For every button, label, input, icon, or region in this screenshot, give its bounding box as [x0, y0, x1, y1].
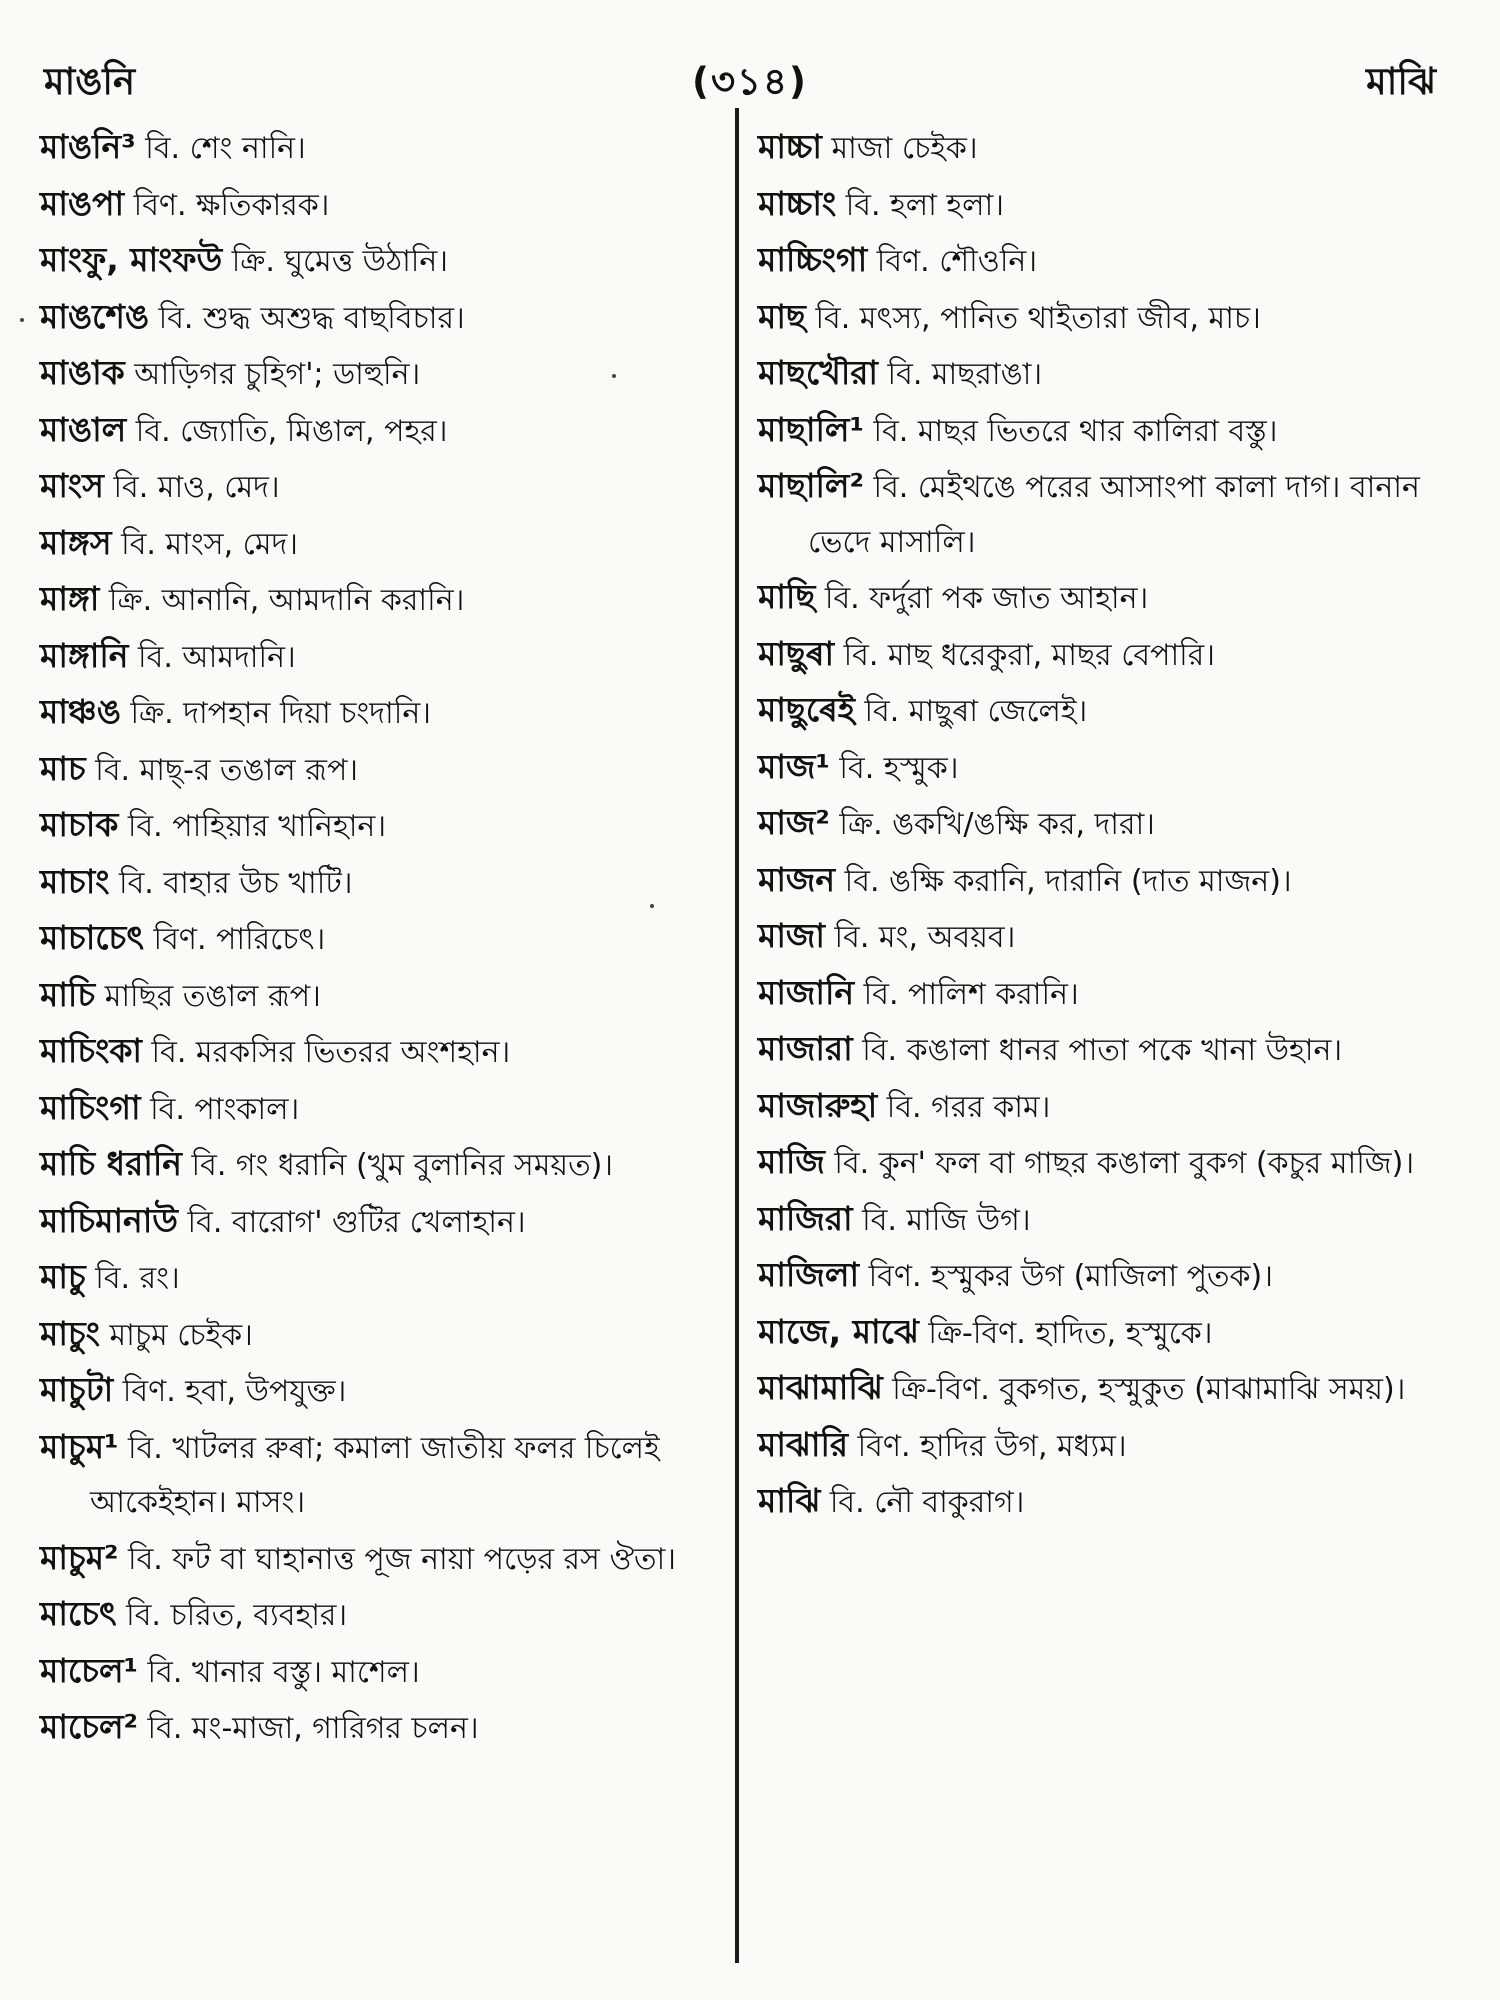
- entry-headword: মাজারুহা: [758, 1085, 878, 1125]
- entry-headword: মাচিংকা: [40, 1031, 143, 1070]
- entry-headword: মাজি: [758, 1142, 825, 1181]
- entry-headword: মাঙ্গা: [40, 579, 100, 618]
- entry-definition: ক্রি. আনানি, আমদানি করানি।: [99, 583, 465, 618]
- entry-definition: বি. মাছর ভিতরে থার কালিরা বস্তু।: [863, 413, 1278, 449]
- right-column: [758, 120, 1458, 1531]
- dictionary-entry: [40, 1420, 720, 1531]
- entry-headword: মাচিমানাউ: [40, 1200, 179, 1240]
- entry-headword: মাচু: [40, 1257, 86, 1296]
- dictionary-entry: [40, 120, 720, 177]
- entry-definition: ক্রি-বিণ. বুকগত, হস্মুকুত (মাঝামাঝি সময়)।: [882, 1372, 1406, 1407]
- dictionary-entry: [758, 177, 1458, 234]
- dictionary-entry: [40, 346, 720, 403]
- dictionary-entry: [40, 572, 720, 629]
- entry-definition: বি. খাটলর রুৰা; কমালা জাতীয় ফলর চিলেই আকেইহান। মাসং।: [90, 1430, 660, 1520]
- dictionary-entry: [758, 346, 1458, 403]
- entry-definition: বি. মৎস্য, পানিত থাইতারা জীব, মাচ।: [805, 300, 1261, 336]
- entry-headword: মাংস: [40, 466, 104, 505]
- header-last-word: মাঝি: [1366, 60, 1436, 103]
- dictionary-entry: [40, 1363, 720, 1420]
- entry-headword: মাংফু, মাংফউ: [40, 240, 223, 279]
- column-divider: [735, 108, 739, 1963]
- entry-headword: মাচি: [40, 974, 96, 1014]
- entry-definition: বিণ. শৌওনি।: [867, 244, 1038, 279]
- entry-headword: মাছুৰা: [758, 633, 835, 673]
- entry-headword: মাচেল²: [40, 1707, 139, 1746]
- entry-headword: মাচাক: [40, 805, 119, 844]
- entry-headword: মাজ¹: [758, 746, 830, 786]
- dictionary-entry: [758, 740, 1458, 797]
- entry-definition: বি. মং-মাজা, গারিগর চলন।: [138, 1711, 479, 1746]
- entry-definition: বি. হলা হলা।: [836, 187, 1004, 223]
- entry-definition: বিণ. হাদির উগ, মধ্যম।: [848, 1428, 1127, 1464]
- dictionary-entry: [758, 459, 1458, 570]
- left-column: [40, 120, 720, 1757]
- entry-definition: বি. মাও, মেদ।: [103, 470, 280, 505]
- dictionary-entry: [758, 1079, 1458, 1136]
- entry-headword: মাঙনি³: [40, 127, 136, 166]
- entry-definition: বি. আমদানি।: [128, 639, 296, 675]
- print-speck: [20, 318, 24, 322]
- entry-definition: বি. মাংস, মেদ।: [111, 526, 298, 562]
- entry-headword: মাচেৎ: [40, 1594, 117, 1633]
- entry-definition: বি. রং।: [85, 1261, 180, 1296]
- entry-headword: মাছি: [758, 577, 816, 616]
- entry-headword: মাচ্চাং: [758, 183, 837, 223]
- dictionary-entry: [40, 1081, 720, 1138]
- dictionary-entry: [40, 911, 720, 968]
- entry-definition: বি. কুন' ফল বা গাছর কঙালা বুকগ (কচুর মাজি)।: [824, 1146, 1415, 1181]
- entry-definition: বি. পালিশ করানি।: [854, 976, 1079, 1012]
- dictionary-entry: [40, 1024, 720, 1081]
- entry-headword: মাচুটা: [40, 1370, 114, 1409]
- entry-definition: ক্রি. ঙকখি/ঙক্ষি কর, দারা।: [829, 807, 1155, 842]
- entry-definition: ক্রি. দাপহান দিয়া চংদানি।: [120, 696, 431, 731]
- print-speck: [612, 374, 616, 378]
- entry-headword: মাঝারি: [758, 1424, 849, 1464]
- entry-headword: মাঙশেঙ: [40, 296, 150, 336]
- entry-definition: বি. মেইথঙে পরের আসাংপা কালা দাগ। বানান ভেদে মাসালি।: [808, 470, 1420, 560]
- entry-headword: মাজন: [758, 859, 836, 899]
- entry-definition: বি. হস্মুক।: [829, 750, 959, 786]
- entry-headword: মাছুৰেই: [758, 690, 855, 729]
- entry-headword: মাঙপা: [40, 183, 125, 223]
- dictionary-entry: [758, 853, 1458, 910]
- dictionary-entry: [758, 233, 1458, 290]
- entry-definition: বি. মাছুৰা জেলেই।: [854, 694, 1088, 729]
- entry-headword: মাঞ্চঙ: [40, 692, 121, 731]
- entry-definition: বি. ঙক্ষি করানি, দারানি (দাত মাজন)।: [835, 863, 1292, 899]
- dictionary-entry: [758, 1361, 1458, 1418]
- entry-headword: মাঙাল: [40, 409, 127, 449]
- entry-definition: বি. মাছ ধরেকুরা, মাছর বেপারি।: [834, 637, 1215, 673]
- entry-definition: বি. গরর কাম।: [877, 1089, 1051, 1125]
- entry-headword: মাছালি¹: [758, 409, 864, 449]
- dictionary-entry: [40, 1137, 720, 1194]
- entry-definition: বি. পাংকাল।: [140, 1091, 300, 1127]
- entry-definition: বি. মাজি উগ।: [852, 1202, 1031, 1238]
- entry-headword: মাচ্চা: [758, 127, 822, 166]
- dictionary-entry: [40, 233, 720, 290]
- entry-definition: বি. মরকসির ভিতরর অংশহান।: [142, 1035, 511, 1070]
- entry-headword: মাছখৌরা: [758, 353, 878, 392]
- entry-definition: বি. ফট বা ঘাহানাত্ত পূজ নায়া পড়ের রস ঔতা।: [118, 1541, 676, 1577]
- entry-definition: মাচুম চেইক।: [99, 1317, 253, 1353]
- dictionary-entry: [758, 966, 1458, 1023]
- dictionary-entry: [40, 290, 720, 347]
- dictionary-entry: [40, 968, 720, 1025]
- dictionary-entry: [758, 683, 1458, 740]
- entry-headword: মাজানি: [758, 972, 855, 1012]
- dictionary-entry: [40, 459, 720, 516]
- entry-definition: বি. বাহার উচ খাটি।: [109, 865, 353, 901]
- dictionary-entry: [758, 627, 1458, 684]
- dictionary-entry: [40, 855, 720, 912]
- dictionary-entry: [40, 177, 720, 234]
- entry-definition: বি. বারোগ' গুটির খেলাহান।: [178, 1204, 526, 1240]
- entry-definition: বি. কঙালা ধানর পাতা পকে খানা উহান।: [852, 1033, 1343, 1068]
- entry-definition: ক্রি-বিণ. হাদিত, হস্মুকে।: [918, 1315, 1213, 1351]
- dictionary-entry: [40, 629, 720, 686]
- entry-definition: বি. জ্যোতি, মিঙাল, পহর।: [126, 413, 448, 449]
- dictionary-entry: [40, 1307, 720, 1364]
- dictionary-entry: [758, 1022, 1458, 1079]
- entry-definition: বি. গং ধরানি (খুম বুলানির সময়ত)।: [182, 1148, 614, 1183]
- dictionary-entry: [758, 1305, 1458, 1362]
- entry-definition: বিণ. হবা, উপযুক্ত।: [113, 1374, 347, 1409]
- entry-definition: বি. মং, অবয়ব।: [825, 920, 1016, 955]
- entry-definition: আড়িগর চুহিগ'; ডাহুনি।: [124, 357, 421, 392]
- entry-headword: মাজিরা: [758, 1198, 853, 1238]
- dictionary-entry: [40, 403, 720, 460]
- entry-headword: মাজিলা: [758, 1255, 860, 1294]
- entry-definition: মাছির তঙাল রূপ।: [95, 978, 321, 1014]
- header-first-word: মাঙনি: [44, 60, 136, 103]
- entry-definition: বি. শুদ্ধ অশুদ্ধ বাছবিচার।: [149, 300, 465, 336]
- entry-headword: মাচুং: [40, 1313, 100, 1353]
- entry-definition: বি. মাছরাঙা।: [878, 357, 1043, 392]
- dictionary-entry: [758, 1248, 1458, 1305]
- dictionary-entry: [758, 120, 1458, 177]
- dictionary-entry: [758, 909, 1458, 966]
- entry-headword: মাচ: [40, 748, 86, 788]
- dictionary-entry: [758, 796, 1458, 853]
- entry-definition: মাজা চেইক।: [821, 131, 978, 166]
- entry-headword: মাচ্চিংগা: [758, 240, 868, 279]
- entry-headword: মাঙ্গস: [40, 522, 112, 562]
- entry-definition: বিণ. হস্মুকর উগ (মাজিলা পুতক)।: [859, 1259, 1273, 1294]
- entry-definition: বি. পাহিয়ার খানিহান।: [118, 809, 387, 844]
- dictionary-entry: [758, 1418, 1458, 1475]
- entry-headword: মাচাচেৎ: [40, 918, 144, 957]
- entry-definition: বিণ. পারিচেৎ।: [143, 922, 326, 957]
- entry-definition: বি. খানার বস্তু। মাশেল।: [138, 1654, 420, 1690]
- entry-headword: মাচি ধরানি: [40, 1144, 182, 1183]
- dictionary-entry: [758, 1474, 1458, 1531]
- entry-headword: মাচাং: [40, 861, 110, 901]
- dictionary-entry: [40, 1644, 720, 1701]
- entry-headword: মাজ²: [758, 803, 830, 842]
- dictionary-entry: [758, 570, 1458, 627]
- entry-headword: মাঙ্গানি: [40, 635, 129, 675]
- entry-headword: মাছালি²: [758, 466, 864, 505]
- dictionary-entry: [40, 516, 720, 573]
- dictionary-entry: [758, 1192, 1458, 1249]
- entry-definition: বি. মাছ্-র তঙাল রূপ।: [85, 752, 359, 788]
- entry-headword: মাজা: [758, 916, 825, 955]
- dictionary-entry: [40, 1194, 720, 1251]
- entry-headword: মাঝামাঝি: [758, 1368, 883, 1407]
- entry-headword: মাচুম¹: [40, 1426, 119, 1466]
- page-number: (৩১৪): [692, 60, 808, 103]
- entry-definition: বি. চরিত, ব্যবহার।: [116, 1598, 348, 1633]
- print-speck: [650, 904, 654, 908]
- entry-headword: মাচেল¹: [40, 1650, 139, 1690]
- dictionary-entry: [40, 1250, 720, 1307]
- dictionary-entry: [40, 1700, 720, 1757]
- dictionary-entry: [40, 1587, 720, 1644]
- entry-headword: মাঝি: [758, 1481, 821, 1520]
- entry-headword: মাজারা: [758, 1029, 853, 1068]
- entry-headword: মাচুম²: [40, 1537, 119, 1577]
- dictionary-entry: [40, 742, 720, 799]
- entry-definition: ক্রি. ঘুমেত্ত উঠানি।: [222, 244, 449, 279]
- entry-headword: মাজে, মাঝে: [758, 1311, 919, 1351]
- entry-definition: বি. শেং নানি।: [135, 131, 306, 166]
- page-header: [44, 52, 1456, 112]
- dictionary-entry: [758, 290, 1458, 347]
- entry-definition: বিণ. ক্ষতিকারক।: [124, 187, 330, 223]
- entry-headword: মাঙাক: [40, 353, 125, 392]
- dictionary-entry: [40, 685, 720, 742]
- entry-headword: মাচিংগা: [40, 1087, 141, 1127]
- dictionary-entry: [758, 403, 1458, 460]
- entry-definition: বি. নৌ বাকুরাগ।: [820, 1485, 1025, 1520]
- dictionary-entry: [40, 798, 720, 855]
- dictionary-entry: [758, 1135, 1458, 1192]
- entry-definition: বি. ফর্দুরা পক জাত আহান।: [815, 581, 1149, 616]
- dictionary-entry: [40, 1531, 720, 1588]
- entry-headword: মাছ: [758, 296, 806, 336]
